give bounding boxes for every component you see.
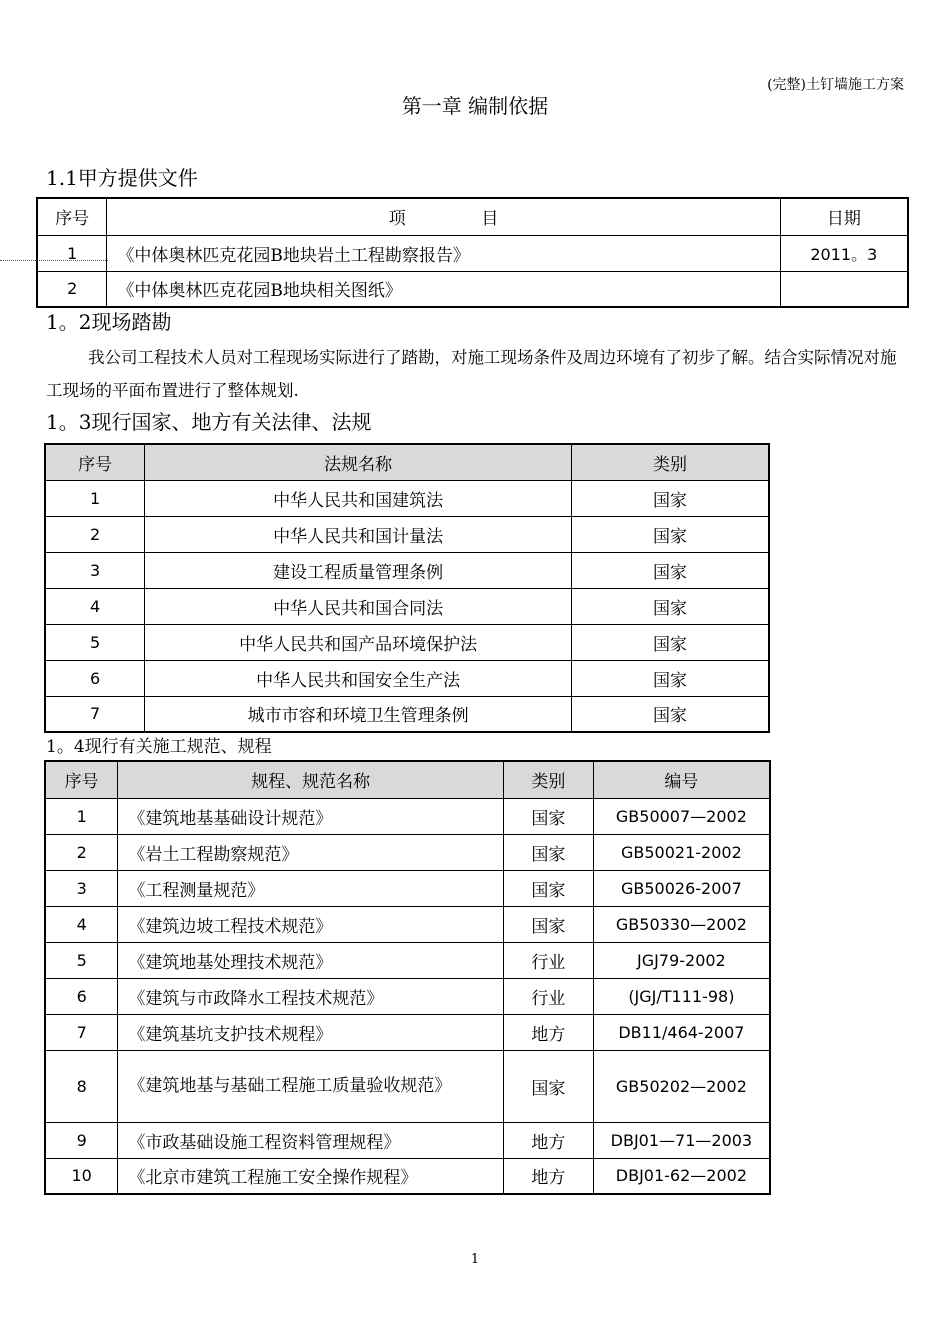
- table-row: [45, 660, 769, 696]
- col-header-code: 编号: [593, 761, 770, 798]
- col-header-no: 序号: [45, 761, 118, 798]
- table-row: [45, 978, 770, 1014]
- col-header-type: 类别: [504, 761, 594, 798]
- row-name: 《建筑基坑支护技术规程》: [118, 1014, 504, 1050]
- row-code: GB50330—2002: [593, 906, 770, 942]
- row-code: GB50026-2007: [593, 870, 770, 906]
- row-no: 2: [37, 271, 107, 307]
- row-no: 1: [45, 480, 145, 516]
- table-row: [45, 1158, 770, 1194]
- row-no: 9: [45, 1122, 118, 1158]
- table-row: [37, 271, 908, 307]
- col-header-item: 项 目: [107, 198, 780, 235]
- table-row: [45, 1050, 770, 1122]
- table-header-row: [45, 444, 769, 480]
- row-name: 《建筑与市政降水工程技术规范》: [118, 978, 504, 1014]
- table-header-row: [45, 761, 770, 798]
- section-1-3-heading: 1。3现行国家、地方有关法律、法规: [46, 410, 372, 434]
- row-name: 《建筑地基与基础工程施工质量验收规范》: [118, 1050, 504, 1122]
- row-no: 8: [45, 1050, 118, 1122]
- row-no: 2: [45, 516, 145, 552]
- row-code: DB11/464-2007: [593, 1014, 770, 1050]
- table-row: [45, 834, 770, 870]
- row-name: 城市市容和环境卫生管理条例: [145, 696, 572, 732]
- row-type: 地方: [504, 1014, 594, 1050]
- row-no: 3: [45, 552, 145, 588]
- row-no: 1: [37, 235, 107, 271]
- table-header-row: [37, 198, 908, 235]
- row-name: 中华人民共和国安全生产法: [145, 660, 572, 696]
- row-code: JGJ79-2002: [593, 942, 770, 978]
- row-no: 7: [45, 1014, 118, 1050]
- table-row: [45, 870, 770, 906]
- section-1-4-heading: 1。4现行有关施工规范、规程: [46, 737, 272, 757]
- table-row: [45, 480, 769, 516]
- col-header-date: 日期: [780, 198, 908, 235]
- table-row: [45, 798, 770, 834]
- row-type: 行业: [504, 942, 594, 978]
- row-name: 《北京市建筑工程施工安全操作规程》: [118, 1158, 504, 1194]
- row-no: 7: [45, 696, 145, 732]
- row-name: 建设工程质量管理条例: [145, 552, 572, 588]
- row-name: 《建筑边坡工程技术规范》: [118, 906, 504, 942]
- col-header-no: 序号: [37, 198, 107, 235]
- running-header: (完整)土钉墙施工方案: [767, 77, 904, 93]
- row-name: 中华人民共和国产品环境保护法: [145, 624, 572, 660]
- row-type: 国家: [504, 870, 594, 906]
- row-name: 《岩土工程勘察规范》: [118, 834, 504, 870]
- section-1-2-heading: 1。2现场踏勘: [46, 310, 172, 334]
- row-type: 国家: [572, 624, 769, 660]
- row-type: 国家: [504, 798, 594, 834]
- table-1-3: [44, 443, 770, 733]
- row-type: 国家: [504, 906, 594, 942]
- row-type: 国家: [572, 552, 769, 588]
- row-name: 中华人民共和国计量法: [145, 516, 572, 552]
- col-header-no: 序号: [45, 444, 145, 480]
- row-code: DBJ01-62—2002: [593, 1158, 770, 1194]
- row-date: [780, 271, 908, 307]
- table-row: [45, 624, 769, 660]
- row-item: 《中体奥林匹克花园B地块相关图纸》: [107, 271, 780, 307]
- row-name: 《市政基础设施工程资料管理规程》: [118, 1122, 504, 1158]
- row-type: 国家: [572, 516, 769, 552]
- table-row: [45, 696, 769, 732]
- row-name: 《建筑地基处理技术规范》: [118, 942, 504, 978]
- row-no: 5: [45, 942, 118, 978]
- table-row: [45, 516, 769, 552]
- row-no: 6: [45, 660, 145, 696]
- page-number: 1: [470, 1252, 480, 1267]
- row-type: 国家: [572, 660, 769, 696]
- row-code: GB50202—2002: [593, 1050, 770, 1122]
- row-code: DBJ01—71—2003: [593, 1122, 770, 1158]
- col-header-type: 类别: [572, 444, 769, 480]
- row-name: 《建筑地基基础设计规范》: [118, 798, 504, 834]
- row-no: 4: [45, 906, 118, 942]
- row-type: 国家: [504, 834, 594, 870]
- col-header-name: 规程、规范名称: [118, 761, 504, 798]
- section-1-1-heading: 1.1甲方提供文件: [46, 166, 198, 190]
- row-name: 中华人民共和国合同法: [145, 588, 572, 624]
- row-no: 10: [45, 1158, 118, 1194]
- row-no: 2: [45, 834, 118, 870]
- row-no: 5: [45, 624, 145, 660]
- table-row: [45, 942, 770, 978]
- table-row: [37, 235, 908, 271]
- row-code: (JGJ/T111-98): [593, 978, 770, 1014]
- table-1-4: [44, 760, 771, 1195]
- table-row: [45, 906, 770, 942]
- row-code: GB50021-2002: [593, 834, 770, 870]
- row-no: 1: [45, 798, 118, 834]
- row-type: 地方: [504, 1122, 594, 1158]
- table-row: [45, 1014, 770, 1050]
- row-type: 国家: [504, 1050, 594, 1122]
- row-type: 国家: [572, 696, 769, 732]
- row-type: 行业: [504, 978, 594, 1014]
- row-date: 2011。3: [780, 235, 908, 271]
- table-row: [45, 1122, 770, 1158]
- row-no: 6: [45, 978, 118, 1014]
- row-type: 国家: [572, 480, 769, 516]
- row-no: 4: [45, 588, 145, 624]
- col-header-name: 法规名称: [145, 444, 572, 480]
- row-no: 3: [45, 870, 118, 906]
- row-name: 《工程测量规范》: [118, 870, 504, 906]
- row-code: GB50007—2002: [593, 798, 770, 834]
- table-row: [45, 552, 769, 588]
- row-name: 中华人民共和国建筑法: [145, 480, 572, 516]
- table-1-1: [36, 197, 909, 308]
- table-row: [45, 588, 769, 624]
- row-type: 国家: [572, 588, 769, 624]
- row-type: 地方: [504, 1158, 594, 1194]
- chapter-title: 第一章 编制依据: [401, 94, 549, 118]
- row-item: 《中体奥林匹克花园B地块岩土工程勘察报告》: [107, 235, 780, 271]
- section-1-2-paragraph: 我公司工程技术人员对工程现场实际进行了踏勘，对施工现场条件及周边环境有了初步了解。结合实际情况对施工现场的平面布置进行了整体规划.: [46, 348, 897, 400]
